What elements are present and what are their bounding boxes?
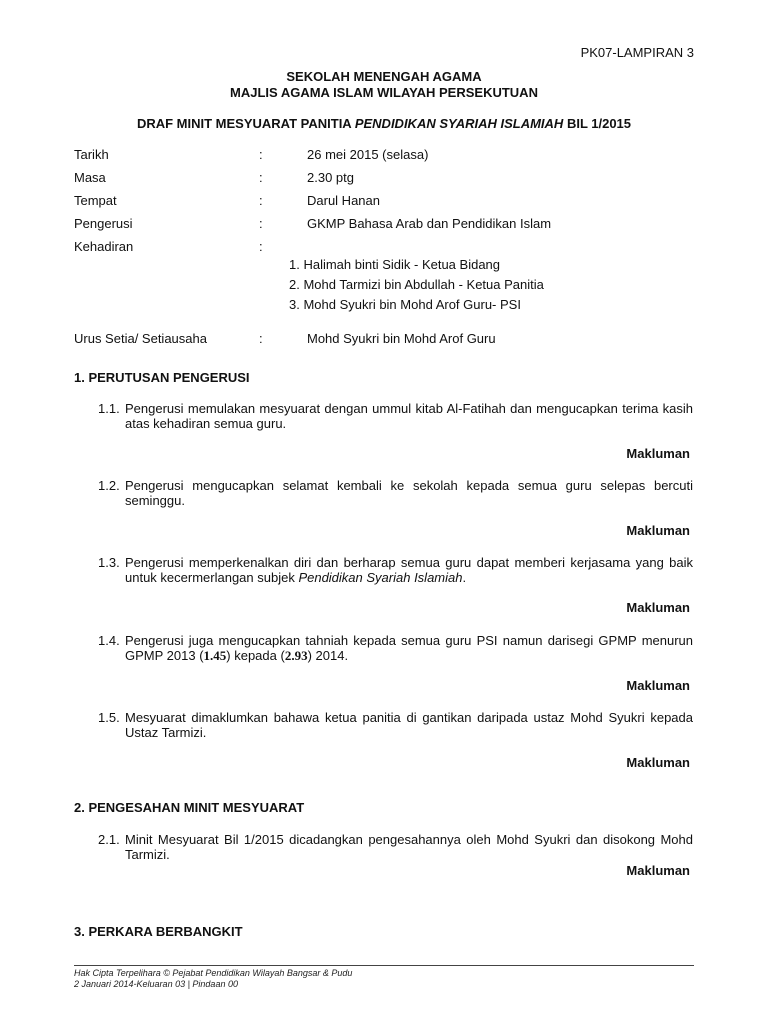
meta-label: Pengerusi xyxy=(74,216,133,231)
item-tag: Makluman xyxy=(626,678,690,693)
attendance-item: 1. Halimah binti Sidik - Ketua Bidang xyxy=(289,257,501,272)
item-number: 1.2. xyxy=(98,478,120,493)
gpmp-2013-value: 1.45 xyxy=(203,648,227,663)
item-subject: Pendidikan Syariah Islamiah xyxy=(298,570,463,585)
item-number: 1.4. xyxy=(98,633,120,648)
item-tag: Makluman xyxy=(626,755,690,770)
item-text: Pengerusi mengucapkan selamat kembali ke sekolah kepada semua guru selepas bercuti seminggu. xyxy=(125,478,693,508)
item-number: 1.1. xyxy=(98,401,120,416)
section-heading: 3. PERKARA BERBANGKIT xyxy=(74,924,243,939)
meta-value: 2.30 ptg xyxy=(307,170,354,185)
item-text-part: Pengerusi memperkenalkan diri dan berharap semua guru dapat memberi kerjasama yang baik untuk kecermerlangan subjek xyxy=(125,555,693,585)
item-text-part: . xyxy=(462,570,467,585)
meta-colon: : xyxy=(259,216,263,231)
secretary-colon: : xyxy=(259,331,263,346)
item-text: Pengerusi memulakan mesyuarat dengan ummul kitab Al-Fatihah dan mengucapkan terima kasih atas kehadiran semua guru. xyxy=(125,401,693,431)
title-suffix: BIL 1/2015 xyxy=(563,116,632,131)
meta-value: GKMP Bahasa Arab dan Pendidikan Islam xyxy=(307,216,552,231)
title-subject: PENDIDIKAN SYARIAH ISLAMIAH xyxy=(354,116,564,131)
meta-label: Kehadiran xyxy=(74,239,134,254)
gpmp-2014-value: 2.93 xyxy=(284,648,308,663)
item-number: 1.3. xyxy=(98,555,120,570)
meta-colon: : xyxy=(259,147,263,162)
meta-label: Tempat xyxy=(74,193,117,208)
item-text: Minit Mesyuarat Bil 1/2015 dicadangkan pengesahannya oleh Mohd Syukri dan disokong Mohd Tarmizi. xyxy=(125,832,693,862)
footer-copyright: Hak Cipta Terpelihara © Pejabat Pendidikan Wilayah Bangsar & Pudu xyxy=(74,968,353,978)
item-text xyxy=(125,633,693,663)
item-tag: Makluman xyxy=(626,446,690,461)
item-number: 2.1. xyxy=(98,832,120,847)
document-title xyxy=(0,116,768,131)
meta-value: Darul Hanan xyxy=(307,193,380,208)
section-heading: 1. PERUTUSAN PENGERUSI xyxy=(74,370,250,385)
secretary-value: Mohd Syukri bin Mohd Arof Guru xyxy=(307,331,496,346)
meta-colon: : xyxy=(259,239,263,254)
attendance-item: 2. Mohd Tarmizi bin Abdullah - Ketua Panitia xyxy=(289,277,544,292)
footer-edition: 2 Januari 2014-Keluaran 03 | Pindaan 00 xyxy=(74,979,238,989)
item-text-part: Pengerusi juga mengucapkan tahniah kepada semua guru PSI namun darisegi GPMP menurun GPMP 2013 ( xyxy=(125,633,693,663)
meta-value: 26 mei 2015 (selasa) xyxy=(307,147,429,162)
item-text-part: ) 2014. xyxy=(307,648,349,663)
meta-label: Tarikh xyxy=(74,147,109,162)
item-text: Mesyuarat dimaklumkan bahawa ketua panitia di gantikan daripada ustaz Mohd Syukri kepada Ustaz Tarmizi. xyxy=(125,710,693,740)
item-text xyxy=(125,555,693,585)
attendance-item: 3. Mohd Syukri bin Mohd Arof Guru- PSI xyxy=(289,297,521,312)
item-number: 1.5. xyxy=(98,710,120,725)
footer-divider xyxy=(74,965,694,966)
document-reference: PK07-LAMPIRAN 3 xyxy=(580,45,694,60)
item-tag: Makluman xyxy=(626,523,690,538)
item-tag: Makluman xyxy=(626,863,690,878)
meta-colon: : xyxy=(259,170,263,185)
section-heading: 2. PENGESAHAN MINIT MESYUARAT xyxy=(74,800,305,815)
meta-colon: : xyxy=(259,193,263,208)
item-tag: Makluman xyxy=(626,600,690,615)
council-name: MAJLIS AGAMA ISLAM WILAYAH PERSEKUTUAN xyxy=(230,85,538,100)
title-prefix: DRAF MINIT MESYUARAT PANITIA xyxy=(136,116,355,131)
secretary-label: Urus Setia/ Setiausaha xyxy=(74,331,207,346)
item-text-part: ) kepada ( xyxy=(226,648,285,663)
meta-label: Masa xyxy=(74,170,106,185)
school-name: SEKOLAH MENENGAH AGAMA xyxy=(286,69,482,84)
